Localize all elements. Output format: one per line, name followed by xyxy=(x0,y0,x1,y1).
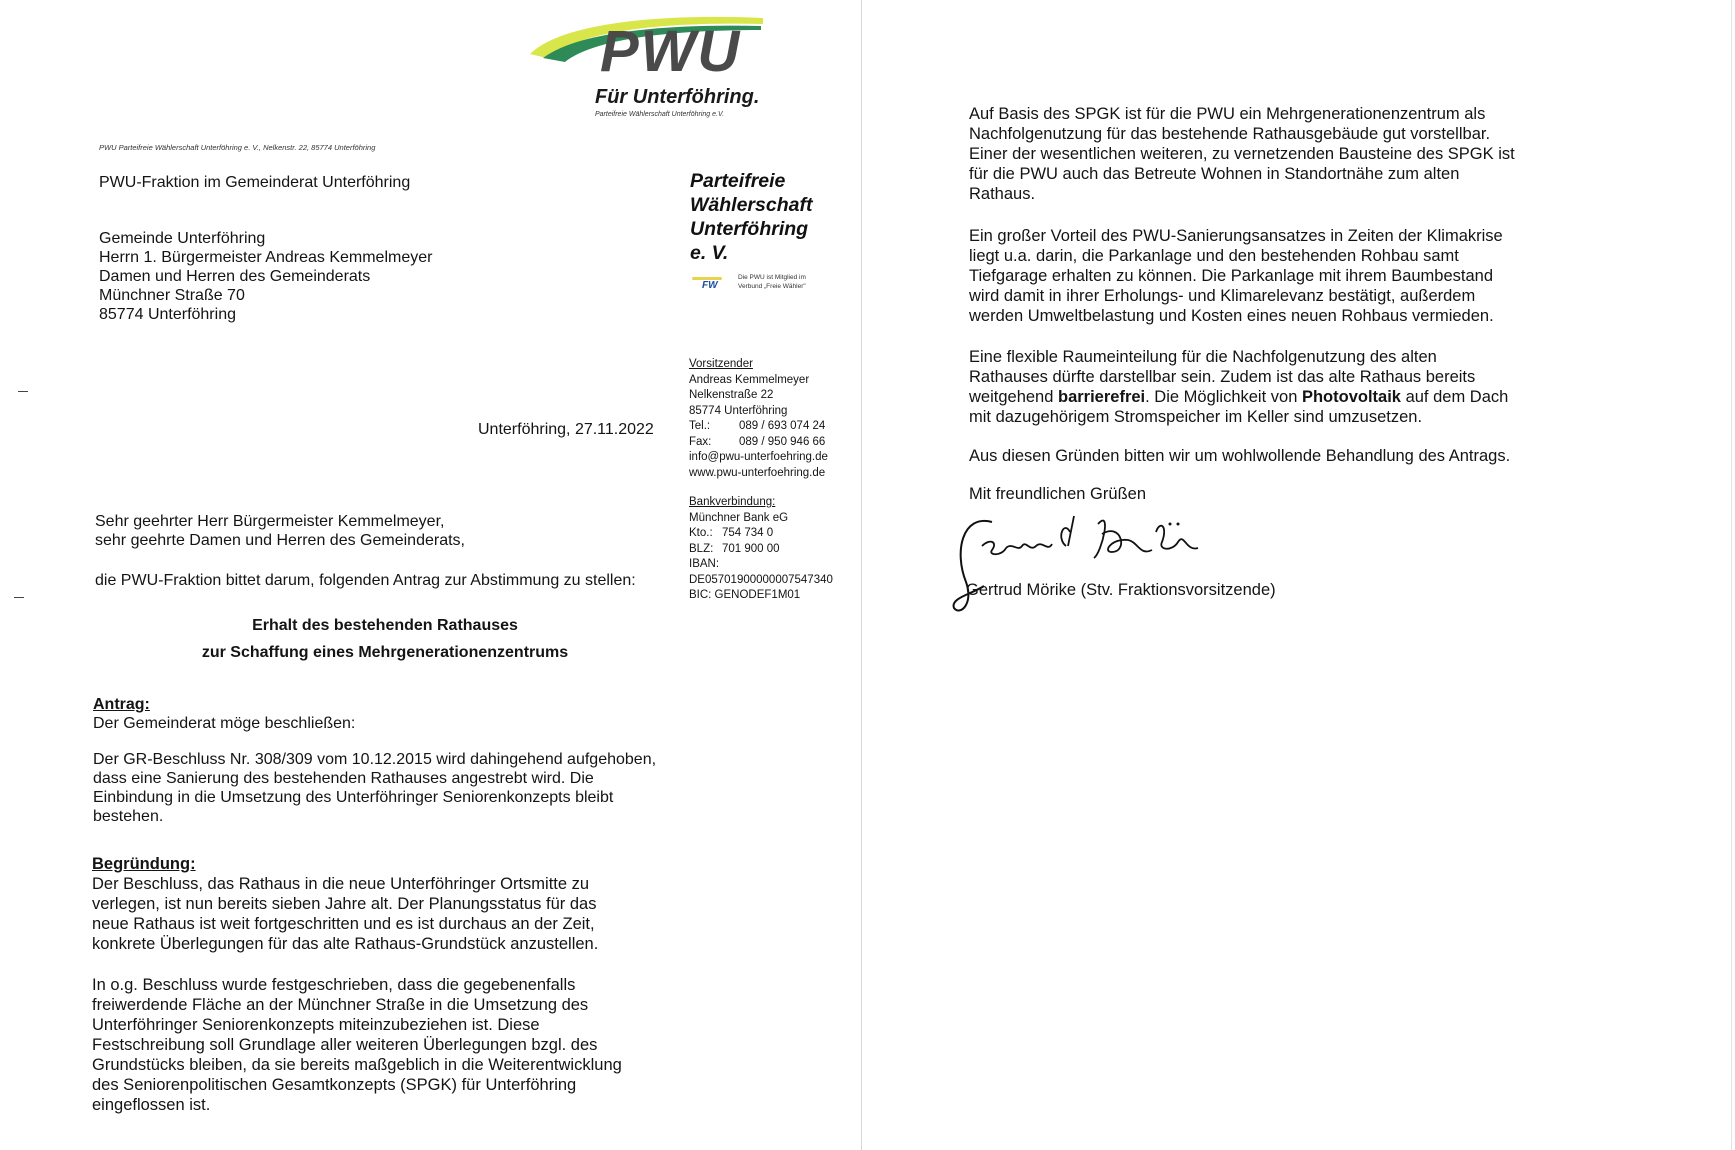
subject-line: zur Schaffung eines Mehrgenerationenzentrums xyxy=(201,644,569,661)
fold-mark xyxy=(18,391,28,392)
right-p3 xyxy=(969,347,1515,427)
recipient-address xyxy=(99,229,432,324)
sender-return-line: PWU Parteifreie Wählerschaft Unterföhring e. V., Nelkenstr. 22, 85774 Unterföhring xyxy=(99,143,376,152)
tel-row xyxy=(689,419,828,435)
begruendung-p2 xyxy=(92,975,622,1115)
right-line: liegt u.a. darin, die Parkanlage und den bestehenden Rohbau samt xyxy=(969,247,1459,265)
sidebar-bank xyxy=(689,495,833,604)
tel-label: Tel.: xyxy=(689,420,711,432)
right-p1 xyxy=(969,104,1515,204)
org-name-line: Wählerschaft xyxy=(690,194,813,216)
bold-term-barrierefrei: barrierefrei xyxy=(1058,388,1146,406)
subject xyxy=(95,612,675,666)
antrag-line: Einbindung in die Umsetzung des Unterföhringer Seniorenkonzepts bleibt xyxy=(93,789,614,806)
org-name-line: Parteifreie xyxy=(690,170,786,192)
chair-line: 85774 Unterföhring xyxy=(689,404,788,417)
intro-line: die PWU-Fraktion bittet darum, folgenden Antrag zur Abstimmung zu stellen: xyxy=(95,572,636,589)
fw-note xyxy=(738,273,806,291)
page-divider xyxy=(861,0,862,1150)
signature-drawing xyxy=(952,512,1242,622)
begruendung-line: In o.g. Beschluss wurde festgeschrieben, dass die gegebenenfalls xyxy=(92,976,576,994)
sidebar-org-name xyxy=(690,169,812,265)
antrag-section xyxy=(93,695,656,826)
begruendung-line: Der Beschluss, das Rathaus in die neue Unterföhringer Ortsmitte zu xyxy=(92,875,590,893)
text-run: auf dem Dach xyxy=(1400,388,1509,406)
email-link[interactable]: info@pwu-unterfoehring.de xyxy=(689,451,828,463)
right-line: Tiefgarage erhalten zu können. Die Parkanlage mit ihrem Baumbestand xyxy=(969,267,1494,285)
pwu-logo xyxy=(525,12,765,124)
fw-membership xyxy=(690,272,826,298)
right-line: Einer der wesentlichen weiteren, zu vernetzenden Bausteine des SPGK ist xyxy=(969,145,1515,163)
handwritten-signature xyxy=(952,512,1242,622)
logo-subline: Parteifreie Wählerschaft Unterföhring e.V. xyxy=(595,111,725,118)
request-line: Aus diesen Gründen bitten wir um wohlwollende Behandlung des Antrags. xyxy=(969,447,1511,465)
right-line: Auf Basis des SPGK ist für die PWU ein Mehrgenerationenzentrum als xyxy=(969,105,1486,123)
chair-line: Nelkenstraße 22 xyxy=(689,389,774,401)
iban-label: IBAN: xyxy=(689,558,720,570)
antrag-line: bestehen. xyxy=(93,808,164,825)
salutation-line: sehr geehrte Damen und Herren des Gemeinderats, xyxy=(95,532,465,549)
begruendung-line: konkrete Überlegungen für das alte Rathaus-Grundstück anzustellen. xyxy=(92,935,599,953)
recipient-line: Münchner Straße 70 xyxy=(99,287,245,304)
right-line: wird damit in ihrer Erholungs- und Klimarelevanz bestätigt, außerdem xyxy=(969,287,1476,305)
fold-mark xyxy=(14,597,24,598)
org-name-line: Unterföhring xyxy=(690,218,809,240)
blz-row xyxy=(689,542,833,558)
right-line: mit dazugehörigem Stromspeicher im Keller sind umzusetzen. xyxy=(969,408,1423,426)
begruendung-section xyxy=(92,854,622,1115)
antrag-paragraph xyxy=(93,750,656,826)
blz-label: BLZ: xyxy=(689,542,714,555)
website-link[interactable]: www.pwu-unterfoehring.de xyxy=(689,466,826,479)
antrag-line: dass eine Sanierung des bestehenden Rathauses angestrebt wird. Die xyxy=(93,770,594,787)
fw-swoosh-icon xyxy=(692,277,722,280)
fax-value: 089 / 950 946 66 xyxy=(739,435,826,448)
kto-label: Kto.: xyxy=(689,527,713,539)
right-line: Eine flexible Raumeinteilung für die Nachfolgenutzung des alten xyxy=(969,348,1437,366)
right-line: Rathauses dürfte darstellbar sein. Zudem ist das alte Rathaus bereits xyxy=(969,368,1476,386)
closing-line: Mit freundlichen Grüßen xyxy=(969,485,1146,503)
right-p2 xyxy=(969,226,1515,326)
org-name-line: e. V. xyxy=(690,242,729,264)
begruendung-heading: Begründung: xyxy=(92,855,196,873)
recipient-line: Gemeinde Unterföhring xyxy=(99,230,266,247)
blz-value: 701 900 00 xyxy=(722,542,780,555)
date-line: Unterföhring, 27.11.2022 xyxy=(478,421,654,438)
right-column xyxy=(969,104,1515,504)
iban-value: DE05701900000007547340 xyxy=(689,573,833,586)
bic: BIC: GENODEF1M01 xyxy=(689,589,801,601)
subject-line: Erhalt des bestehenden Rathauses xyxy=(252,617,518,634)
begruendung-line: Grundstücks bleiben, da sie bereits maßgeblich in die Weiterentwicklung xyxy=(92,1056,622,1074)
right-line: Ein großer Vorteil des PWU-Sanierungsansatzes in Zeiten der Klimakrise xyxy=(969,227,1503,245)
begruendung-line: verlegen, ist nun bereits sieben Jahre alt. Der Planungsstatus für das xyxy=(92,895,597,913)
chair-line: Andreas Kemmelmeyer xyxy=(689,373,810,386)
logo-tagline: Für Unterföhring. xyxy=(595,86,760,108)
begruendung-line: Unterföhringer Seniorenkonzepts miteinzubeziehen ist. Diese xyxy=(92,1016,540,1034)
signer-name: Gertrud Mörike (Stv. Fraktionsvorsitzende) xyxy=(966,581,1276,599)
right-line: Rathaus. xyxy=(969,185,1036,203)
bank-name: Münchner Bank eG xyxy=(689,511,789,524)
begruendung-line: des Seniorenpolitischen Gesamtkonzepts (SPGK) für Unterföhring xyxy=(92,1076,577,1094)
salutation xyxy=(95,512,465,550)
antrag-heading: Antrag: xyxy=(93,696,150,713)
fw-note-line: Verbund „Freie Wähler" xyxy=(738,283,806,290)
logo-wordmark: PWU xyxy=(600,19,742,84)
right-line xyxy=(969,387,1515,407)
fw-logo-icon: FW xyxy=(702,280,718,291)
chair-heading: Vorsitzender xyxy=(689,358,753,370)
salutation-line: Sehr geehrter Herr Bürgermeister Kemmelmeyer, xyxy=(95,513,445,530)
antrag-intro: Der Gemeinderat möge beschließen: xyxy=(93,715,356,732)
tel-value: 089 / 693 074 24 xyxy=(739,420,826,432)
text-run: weitgehend xyxy=(969,388,1058,406)
kto-value: 754 734 0 xyxy=(722,527,774,539)
sidebar-contact xyxy=(689,357,828,481)
from-line: PWU-Fraktion im Gemeinderat Unterföhring xyxy=(99,174,411,191)
page-edge xyxy=(1731,0,1732,1150)
text-run: . Die Möglichkeit von xyxy=(1145,388,1302,406)
recipient-line: Herrn 1. Bürgermeister Andreas Kemmelmeyer xyxy=(99,249,433,266)
recipient-line: 85774 Unterföhring xyxy=(99,306,236,323)
begruendung-line: Festschreibung soll Grundlage aller weiteren Überlegungen bzgl. des xyxy=(92,1036,598,1054)
fax-label: Fax: xyxy=(689,435,712,448)
right-line: für die PWU auch das Betreute Wohnen in Standortnähe zum alten xyxy=(969,165,1460,183)
begruendung-p1 xyxy=(92,874,622,954)
bank-heading: Bankverbindung: xyxy=(689,496,776,508)
recipient-line: Damen und Herren des Gemeinderats xyxy=(99,268,371,285)
right-line: werden Umweltbelastung und Kosten eines neuen Rohbaus vermieden. xyxy=(969,307,1494,325)
begruendung-line: eingeflossen ist. xyxy=(92,1096,211,1114)
begruendung-line: neue Rathaus ist weit fortgeschritten und es ist durchaus an der Zeit, xyxy=(92,915,595,933)
fw-note-line: Die PWU ist Mitglied im xyxy=(738,274,806,281)
antrag-line: Der GR-Beschluss Nr. 308/309 vom 10.12.2015 wird dahingehend aufgehoben, xyxy=(93,751,657,768)
right-line: Nachfolgenutzung für das bestehende Rathausgebäude gut vorstellbar. xyxy=(969,125,1491,143)
fax-row xyxy=(689,435,828,451)
kto-row xyxy=(689,526,833,542)
begruendung-line: freiwerdende Fläche an der Münchner Straße in die Umsetzung des xyxy=(92,996,589,1014)
bold-term-photovoltaik: Photovoltaik xyxy=(1301,388,1401,406)
